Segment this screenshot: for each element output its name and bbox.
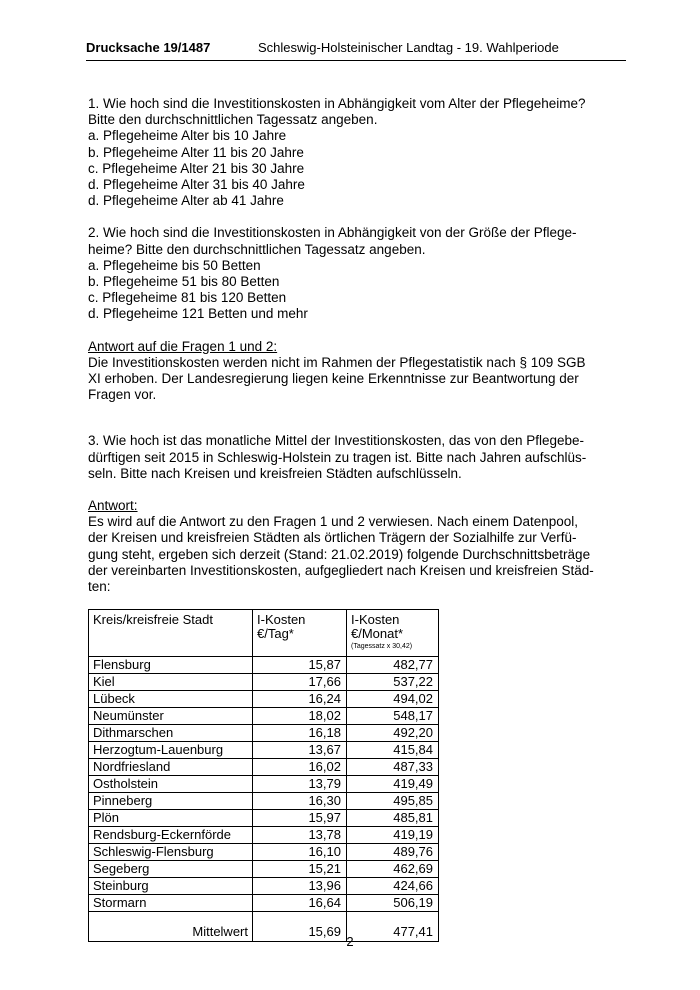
- table-header-row: [89, 610, 439, 657]
- table-header-day: [253, 610, 347, 657]
- answer-3-line: ten:: [88, 579, 111, 595]
- table-row: [89, 742, 439, 759]
- table-row: [89, 725, 439, 742]
- table-footer-day: 15,69: [253, 912, 347, 942]
- question-2-option: c. Pflegeheime 81 bis 120 Betten: [88, 290, 287, 306]
- table-header-month-line1: I-Kosten: [351, 612, 400, 628]
- cost-per-day-cell: 17,66: [253, 674, 347, 691]
- question-2-option: a. Pflegeheime bis 50 Betten: [88, 257, 261, 273]
- region-cell: Lübeck: [89, 691, 253, 708]
- table-header-region: Kreis/kreisfreie Stadt: [89, 610, 253, 657]
- table-row: [89, 827, 439, 844]
- cost-per-month-cell: 506,19: [347, 895, 439, 912]
- question-1-option: d. Pflegeheime Alter ab 41 Jahre: [88, 193, 284, 209]
- answer-3: [88, 498, 628, 595]
- answer-1-2-line: Fragen vor.: [88, 387, 157, 403]
- question-1-option: c. Pflegeheime Alter 21 bis 30 Jahre: [88, 160, 305, 176]
- answer-1-2-line: Die Investitionskosten werden nicht im Rahmen der Pflegestatistik nach § 109 SGB: [88, 354, 586, 370]
- region-cell: Rendsburg-Eckernförde: [89, 827, 253, 844]
- cost-per-month-cell: 424,66: [347, 878, 439, 895]
- answer-3-line: der Kreisen und kreisfreien Städten als örtlichen Trägern der Sozialhilfe zur Verfü-: [88, 530, 577, 546]
- region-cell: Stormarn: [89, 895, 253, 912]
- region-cell: Kiel: [89, 674, 253, 691]
- region-cell: Pinneberg: [89, 793, 253, 810]
- cost-per-month-cell: 492,20: [347, 725, 439, 742]
- table-row: [89, 861, 439, 878]
- table-header-day-line1: I-Kosten: [257, 612, 306, 628]
- region-cell: Schleswig-Flensburg: [89, 844, 253, 861]
- answer-3-line: der vereinbarten Investitionskosten, aufgegliedert nach Kreisen und kreisfreien Städ-: [88, 562, 594, 578]
- question-2-line: heime? Bitte den durchschnittlichen Tagessatz angeben.: [88, 241, 426, 257]
- table-body: [89, 657, 439, 912]
- table-row: [89, 708, 439, 725]
- table-row: [89, 810, 439, 827]
- cost-per-month-cell: 485,81: [347, 810, 439, 827]
- question-1-option: a. Pflegeheime Alter bis 10 Jahre: [88, 128, 287, 144]
- table-row: [89, 793, 439, 810]
- doc-reference: Drucksache 19/1487: [86, 40, 211, 55]
- cost-per-day-cell: 18,02: [253, 708, 347, 725]
- answer-1-2-line: XI erhoben. Der Landesregierung liegen keine Erkenntnisse zur Beantwortung der: [88, 371, 579, 387]
- cost-per-month-cell: 487,33: [347, 759, 439, 776]
- page-header: [86, 40, 626, 61]
- question-1-line: Bitte den durchschnittlichen Tagessatz angeben.: [88, 112, 378, 128]
- cost-per-day-cell: 15,87: [253, 657, 347, 674]
- table-row: [89, 657, 439, 674]
- answer-3-heading: Antwort:: [88, 498, 138, 514]
- question-3-line: 3. Wie hoch ist das monatliche Mittel der Investitionskosten, das von den Pflegebe-: [88, 433, 585, 449]
- cost-per-day-cell: 15,97: [253, 810, 347, 827]
- cost-per-day-cell: 16,64: [253, 895, 347, 912]
- question-2-option: d. Pflegeheime 121 Betten und mehr: [88, 306, 308, 322]
- answer-3-line: Es wird auf die Antwort zu den Fragen 1 und 2 verwiesen. Nach einem Datenpool,: [88, 514, 579, 530]
- region-cell: Segeberg: [89, 861, 253, 878]
- cost-per-month-cell: 548,17: [347, 708, 439, 725]
- region-cell: Dithmarschen: [89, 725, 253, 742]
- cost-per-day-cell: 13,67: [253, 742, 347, 759]
- document-body: [88, 96, 628, 942]
- answer-1-2-heading: Antwort auf die Fragen 1 und 2:: [88, 338, 278, 354]
- table-footer-month: 477,41: [347, 912, 439, 942]
- cost-per-day-cell: 16,02: [253, 759, 347, 776]
- table-row: [89, 844, 439, 861]
- cost-per-day-cell: 16,30: [253, 793, 347, 810]
- cost-per-day-cell: 13,78: [253, 827, 347, 844]
- table-row: [89, 895, 439, 912]
- table-row: [89, 759, 439, 776]
- region-cell: Plön: [89, 810, 253, 827]
- region-cell: Nordfriesland: [89, 759, 253, 776]
- question-1-option: d. Pflegeheime Alter 31 bis 40 Jahre: [88, 177, 305, 193]
- question-3: [88, 433, 628, 482]
- table-row: [89, 674, 439, 691]
- cost-per-month-cell: 495,85: [347, 793, 439, 810]
- cost-per-day-cell: 16,18: [253, 725, 347, 742]
- cost-per-month-cell: 419,49: [347, 776, 439, 793]
- question-3-line: seln. Bitte nach Kreisen und kreisfreien Städten aufschlüsseln.: [88, 465, 462, 481]
- region-cell: Flensburg: [89, 657, 253, 674]
- table-row: [89, 878, 439, 895]
- cost-per-month-cell: 482,77: [347, 657, 439, 674]
- investment-cost-table: [88, 609, 439, 942]
- cost-per-day-cell: 16,24: [253, 691, 347, 708]
- question-1-option: b. Pflegeheime Alter 11 bis 20 Jahre: [88, 144, 304, 160]
- cost-per-month-cell: 462,69: [347, 861, 439, 878]
- cost-per-day-cell: 15,21: [253, 861, 347, 878]
- table-row: [89, 691, 439, 708]
- question-1-line: 1. Wie hoch sind die Investitionskosten in Abhängigkeit vom Alter der Pflegeheime?: [88, 96, 586, 111]
- region-cell: Ostholstein: [89, 776, 253, 793]
- region-cell: Herzogtum-Lauenburg: [89, 742, 253, 759]
- table-footer-label: Mittelwert: [89, 912, 253, 942]
- question-2: [88, 225, 628, 322]
- table-header-month: [347, 610, 439, 657]
- cost-per-day-cell: 13,96: [253, 878, 347, 895]
- region-cell: Steinburg: [89, 878, 253, 895]
- table-header-month-note: (Tagessatz x 30,42): [351, 643, 413, 651]
- table-row: [89, 776, 439, 793]
- table-header-day-line2: €/Tag*: [257, 626, 294, 642]
- cost-per-month-cell: 537,22: [347, 674, 439, 691]
- answer-1-2: [88, 339, 628, 404]
- question-1: [88, 96, 628, 209]
- question-2-option: b. Pflegeheime 51 bis 80 Betten: [88, 274, 280, 290]
- table-header-month-line2: €/Monat*: [351, 626, 404, 642]
- answer-3-line: gung steht, ergeben sich derzeit (Stand: 21.02.2019) folgende Durchschnittsbeträge: [88, 546, 591, 562]
- cost-per-month-cell: 489,76: [347, 844, 439, 861]
- cost-per-month-cell: 415,84: [347, 742, 439, 759]
- question-2-line: 2. Wie hoch sind die Investitionskosten in Abhängigkeit von der Größe der Pflege-: [88, 225, 577, 241]
- page-number: 2: [346, 934, 354, 949]
- cost-per-month-cell: 494,02: [347, 691, 439, 708]
- cost-per-day-cell: 16,10: [253, 844, 347, 861]
- region-cell: Neumünster: [89, 708, 253, 725]
- question-3-line: dürftigen seit 2015 in Schleswig-Holstein zu tragen ist. Bitte nach Jahren aufschlüs-: [88, 449, 587, 465]
- cost-per-month-cell: 419,19: [347, 827, 439, 844]
- parliament-title: Schleswig-Holsteinischer Landtag - 19. Wahlperiode: [258, 40, 559, 55]
- cost-per-day-cell: 13,79: [253, 776, 347, 793]
